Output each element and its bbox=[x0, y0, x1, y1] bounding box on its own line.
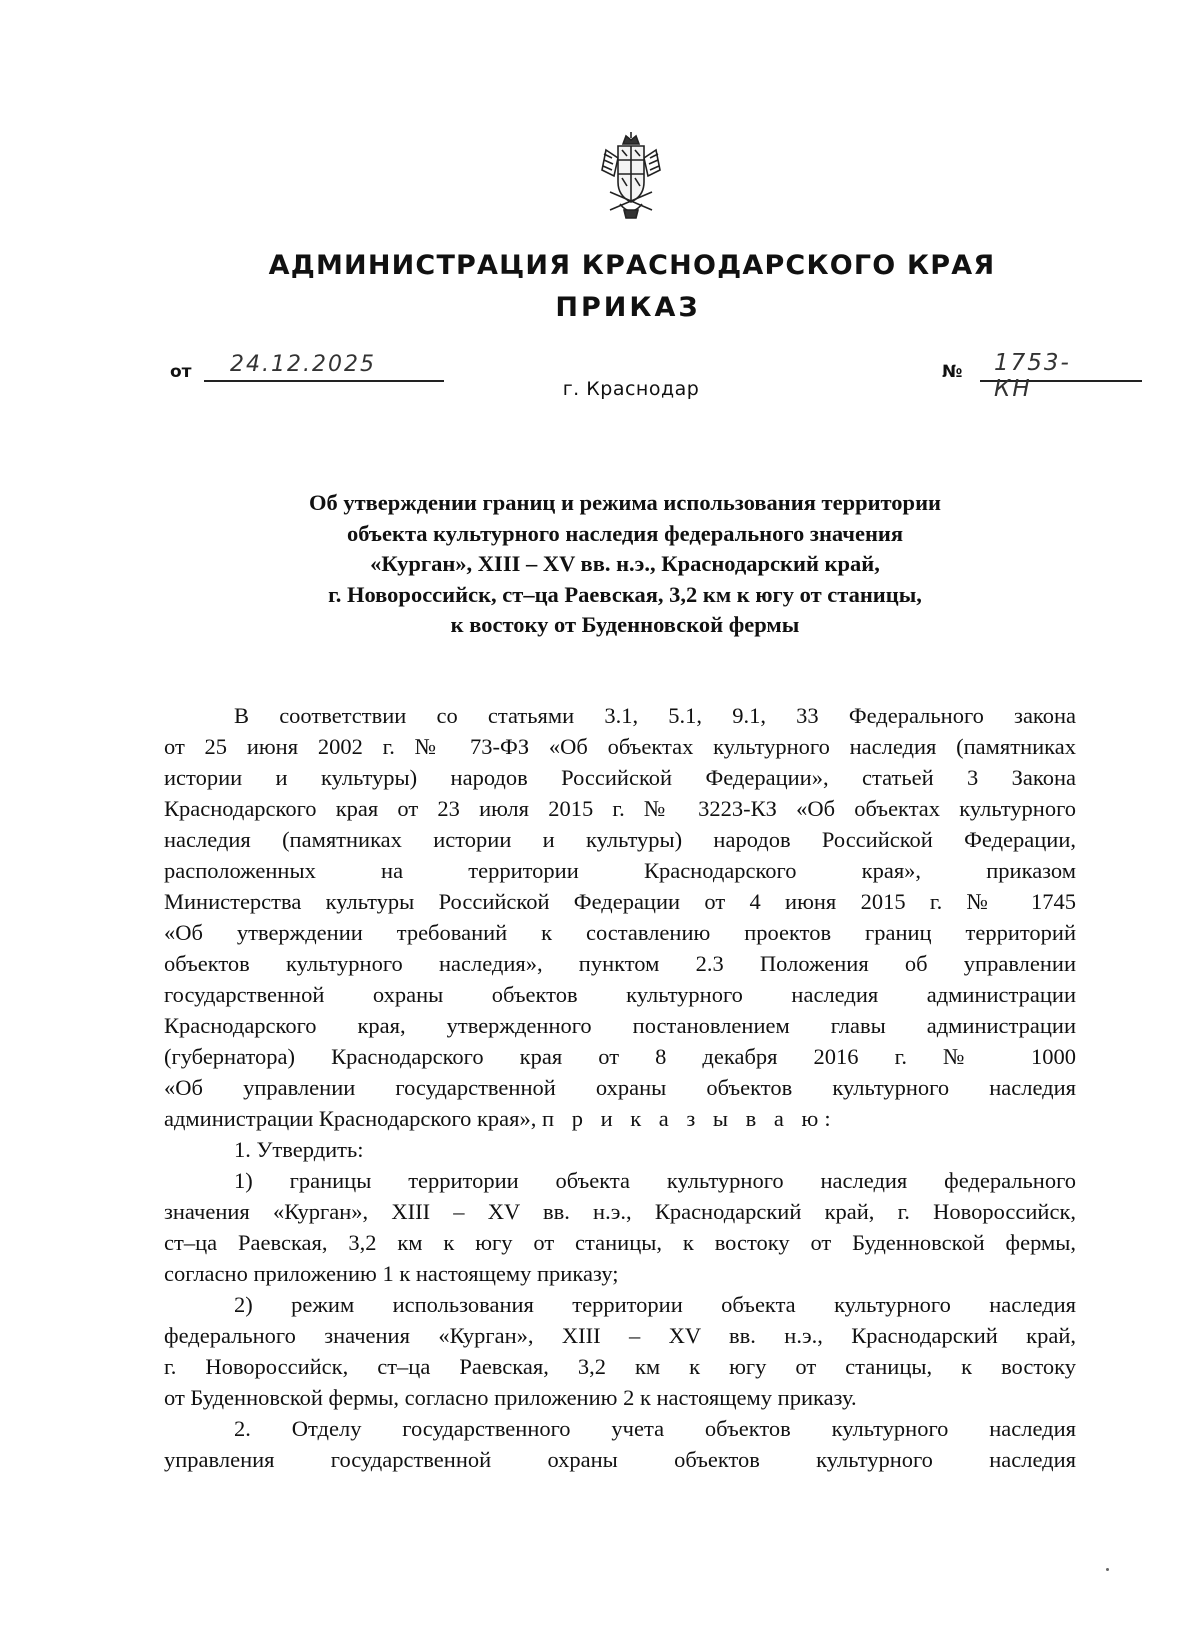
body-line: федерального значения «Курган», XIII – XV вв. н.э., Краснодарский край, bbox=[164, 1323, 1076, 1348]
city-label: г. Краснодар bbox=[562, 378, 700, 400]
number-value: 1753-КН bbox=[994, 350, 1071, 402]
body-line: управления государственной охраны объектов культурного наследия bbox=[164, 1447, 1076, 1472]
number-label: № bbox=[942, 362, 963, 382]
document-type-title: ПРИКАЗ bbox=[555, 292, 701, 323]
body-line: г. Новороссийск, ст–ца Раевская, 3,2 км к югу от станицы, к востоку bbox=[164, 1354, 1076, 1379]
order-word: п р и к а з ы в а ю: bbox=[542, 1106, 837, 1131]
body-line: наследия (памятниках истории и культуры) народов Российской Федерации, bbox=[164, 827, 1076, 852]
body-line: Министерства культуры Российской Федерации от 4 июня 2015 г. № 1745 bbox=[164, 889, 1076, 914]
body-line: 1) границы территории объекта культурного наследия федерального bbox=[234, 1168, 1076, 1193]
body-line: В соответствии со статьями 3.1, 5.1, 9.1, 33 Федерального закона bbox=[234, 703, 1076, 728]
subject-line: к востоку от Буденновской фермы bbox=[450, 612, 800, 637]
subject-line: г. Новороссийск, ст–ца Раевская, 3,2 км к югу от станицы, bbox=[328, 581, 922, 607]
subject-line: «Курган», XIII – XV вв. н.э., Краснодарский край, bbox=[370, 551, 880, 576]
body-line: ст–ца Раевская, 3,2 км к югу от станицы, к востоку от Буденновской фермы, bbox=[164, 1230, 1076, 1255]
body-line: от Буденновской фермы, согласно приложению 2 к настоящему приказу. bbox=[164, 1385, 857, 1410]
subject-line: Об утверждении границ и режима использования территории bbox=[308, 490, 942, 515]
coat-of-arms-icon bbox=[596, 130, 666, 222]
body-line-text: администрации Краснодарского края», bbox=[164, 1106, 537, 1131]
body-line: истории и культуры) народов Российской Федерации», статьей 3 Закона bbox=[164, 765, 1076, 790]
body-line: «Об утверждении требований к составлению проектов границ территорий bbox=[164, 920, 1076, 945]
scan-speck bbox=[1106, 1568, 1109, 1571]
body-line: от 25 июня 2002 г. № 73-ФЗ «Об объектах культурного наследия (памятниках bbox=[164, 734, 1076, 759]
body-line: объектов культурного наследия», пунктом 2.3 Положения об управлении bbox=[164, 951, 1076, 976]
body-line: (губернатора) Краснодарского края от 8 декабря 2016 г. № 1000 bbox=[164, 1044, 1076, 1069]
body-line: Краснодарского края от 23 июля 2015 г. № 3223-КЗ «Об объектах культурного bbox=[164, 796, 1076, 821]
body-line: «Об управлении государственной охраны объектов культурного наследия bbox=[164, 1075, 1076, 1100]
document-subject bbox=[190, 488, 1060, 641]
organization-title: АДМИНИСТРАЦИЯ КРАСНОДАРСКОГО КРАЯ bbox=[268, 250, 996, 281]
body-line: расположенных на территории Краснодарского края», приказом bbox=[164, 858, 1076, 883]
body-line: Краснодарского края, утвержденного постановлением главы администрации bbox=[164, 1013, 1076, 1038]
date-label: от bbox=[170, 362, 192, 382]
subject-line: объекта культурного наследия федерального значения bbox=[346, 520, 904, 546]
body-line: 2. Отделу государственного учета объектов культурного наследия bbox=[234, 1416, 1076, 1441]
body-line: 1. Утвердить: bbox=[234, 1137, 364, 1162]
body-line: 2) режим использования территории объекта культурного наследия bbox=[234, 1292, 1076, 1317]
body-line: значения «Курган», XIII – XV вв. н.э., Краснодарский край, г. Новороссийск, bbox=[164, 1199, 1076, 1224]
date-value: 24.12.2025 bbox=[230, 352, 376, 377]
document-body bbox=[164, 700, 1076, 1475]
body-line: государственной охраны объектов культурного наследия администрации bbox=[164, 982, 1076, 1007]
body-line bbox=[164, 1103, 1076, 1134]
body-line: согласно приложению 1 к настоящему приказу; bbox=[164, 1261, 619, 1286]
